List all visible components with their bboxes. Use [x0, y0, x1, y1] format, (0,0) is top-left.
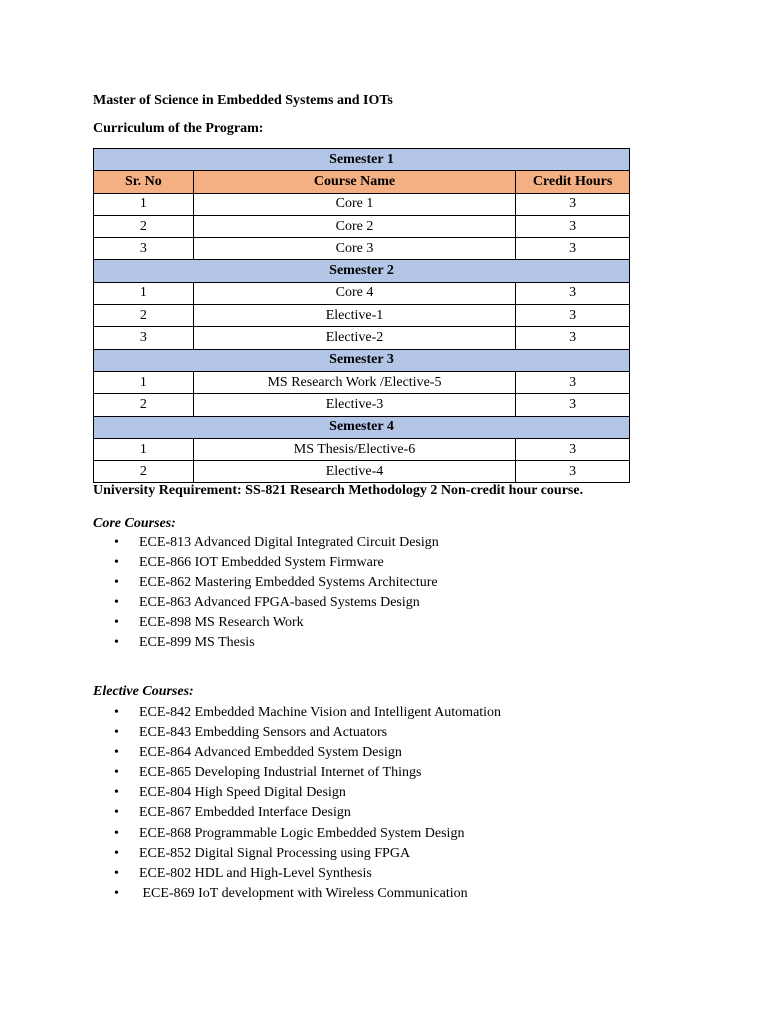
course-text: ECE-868 Programmable Logic Embedded System Design [139, 825, 465, 841]
curriculum-heading: Curriculum of the Program: [93, 121, 264, 136]
semester-label: Semester 4 [94, 416, 630, 438]
sr-no-cell: 2 [94, 461, 194, 483]
bullet-icon: • [114, 595, 119, 611]
bullet-icon: • [114, 865, 119, 881]
list-item [93, 763, 501, 783]
semester-row [94, 416, 630, 438]
list-item [93, 803, 501, 823]
list-item [93, 723, 501, 743]
table-row [94, 327, 630, 349]
bullet-icon: • [114, 765, 119, 781]
course-name-cell: Core 1 [193, 193, 515, 215]
semester-label: Semester 2 [94, 260, 630, 282]
course-text: ECE-864 Advanced Embedded System Design [139, 745, 402, 761]
bullet-icon: • [114, 845, 119, 861]
course-name-cell: Core 4 [193, 282, 515, 304]
credit-hours-cell: 3 [516, 193, 630, 215]
list-item [93, 573, 439, 593]
course-text: ECE-843 Embedding Sensors and Actuators [139, 725, 388, 741]
course-name-cell: MS Thesis/Elective-6 [193, 438, 515, 460]
university-requirement: University Requirement: SS-821 Research Methodology 2 Non-credit hour course. [93, 483, 584, 498]
list-item [93, 783, 501, 803]
list-item [93, 884, 501, 904]
credit-hours-cell: 3 [516, 238, 630, 260]
column-header-credit-hours: Credit Hours [516, 171, 630, 193]
course-text: ECE-862 Mastering Embedded Systems Architecture [139, 575, 438, 591]
course-text: ECE-813 Advanced Digital Integrated Circuit Design [139, 535, 439, 550]
list-item [93, 743, 501, 763]
elective-courses-list [93, 703, 501, 904]
course-text: ECE-899 MS Thesis [139, 635, 255, 651]
bullet-icon: • [114, 615, 119, 631]
course-text: ECE-802 HDL and High-Level Synthesis [139, 865, 372, 881]
sr-no-cell: 1 [94, 193, 194, 215]
list-item [93, 633, 439, 653]
bullet-icon: • [114, 535, 119, 550]
curriculum-table [93, 148, 630, 483]
core-courses-list [93, 533, 439, 654]
sr-no-cell: 1 [94, 438, 194, 460]
course-text: ECE-869 IoT development with Wireless Communication [139, 885, 468, 901]
core-courses-heading: Core Courses: [93, 516, 176, 531]
course-name-cell: Core 3 [193, 238, 515, 260]
table-row [94, 438, 630, 460]
bullet-icon: • [114, 725, 119, 741]
semester-row [94, 149, 630, 171]
list-item [93, 824, 501, 844]
column-header-course-name: Course Name [193, 171, 515, 193]
credit-hours-cell: 3 [516, 461, 630, 483]
bullet-icon: • [114, 575, 119, 591]
bullet-icon: • [114, 885, 119, 901]
course-name-cell: Elective-1 [193, 305, 515, 327]
credit-hours-cell: 3 [516, 394, 630, 416]
credit-hours-cell: 3 [516, 282, 630, 304]
list-item [93, 593, 439, 613]
semester-row [94, 349, 630, 371]
course-text: ECE-867 Embedded Interface Design [139, 805, 351, 821]
course-text: ECE-842 Embedded Machine Vision and Intelligent Automation [139, 705, 502, 720]
course-text: ECE-898 MS Research Work [139, 615, 304, 631]
semester-row [94, 260, 630, 282]
bullet-icon: • [114, 555, 119, 571]
course-name-cell: Elective-4 [193, 461, 515, 483]
course-name-cell: Elective-3 [193, 394, 515, 416]
list-item [93, 613, 439, 633]
credit-hours-cell: 3 [516, 327, 630, 349]
table-row [94, 371, 630, 393]
course-name-cell: Core 2 [193, 215, 515, 237]
course-text: ECE-865 Developing Industrial Internet of Things [139, 765, 422, 781]
bullet-icon: • [114, 635, 119, 651]
list-item [93, 864, 501, 884]
table-row [94, 282, 630, 304]
semester-label: Semester 3 [94, 349, 630, 371]
credit-hours-cell: 3 [516, 371, 630, 393]
sr-no-cell: 2 [94, 394, 194, 416]
sr-no-cell: 2 [94, 215, 194, 237]
credit-hours-cell: 3 [516, 215, 630, 237]
sr-no-cell: 3 [94, 238, 194, 260]
course-text: ECE-863 Advanced FPGA-based Systems Design [139, 595, 420, 611]
bullet-icon: • [114, 785, 119, 801]
table-row [94, 193, 630, 215]
course-text: ECE-852 Digital Signal Processing using FPGA [139, 845, 411, 861]
list-item [93, 703, 501, 723]
sr-no-cell: 1 [94, 371, 194, 393]
list-item [93, 553, 439, 573]
table-row [94, 215, 630, 237]
list-item [93, 533, 439, 553]
course-text: ECE-804 High Speed Digital Design [139, 785, 346, 801]
sr-no-cell: 2 [94, 305, 194, 327]
bullet-icon: • [114, 805, 119, 821]
credit-hours-cell: 3 [516, 438, 630, 460]
credit-hours-cell: 3 [516, 305, 630, 327]
table-row [94, 461, 630, 483]
bullet-icon: • [114, 745, 119, 761]
bullet-icon: • [114, 705, 119, 720]
sr-no-cell: 1 [94, 282, 194, 304]
course-text: ECE-866 IOT Embedded System Firmware [139, 555, 384, 571]
course-name-cell: MS Research Work /Elective-5 [193, 371, 515, 393]
table-header-row [94, 171, 630, 193]
column-header-sr-no: Sr. No [94, 171, 194, 193]
list-item [93, 844, 501, 864]
document-title: Master of Science in Embedded Systems and IOTs [93, 93, 393, 108]
elective-courses-heading: Elective Courses: [93, 684, 194, 699]
table-row [94, 394, 630, 416]
semester-label: Semester 1 [94, 149, 630, 171]
table-row [94, 238, 630, 260]
table-row [94, 305, 630, 327]
course-name-cell: Elective-2 [193, 327, 515, 349]
bullet-icon: • [114, 825, 119, 841]
sr-no-cell: 3 [94, 327, 194, 349]
